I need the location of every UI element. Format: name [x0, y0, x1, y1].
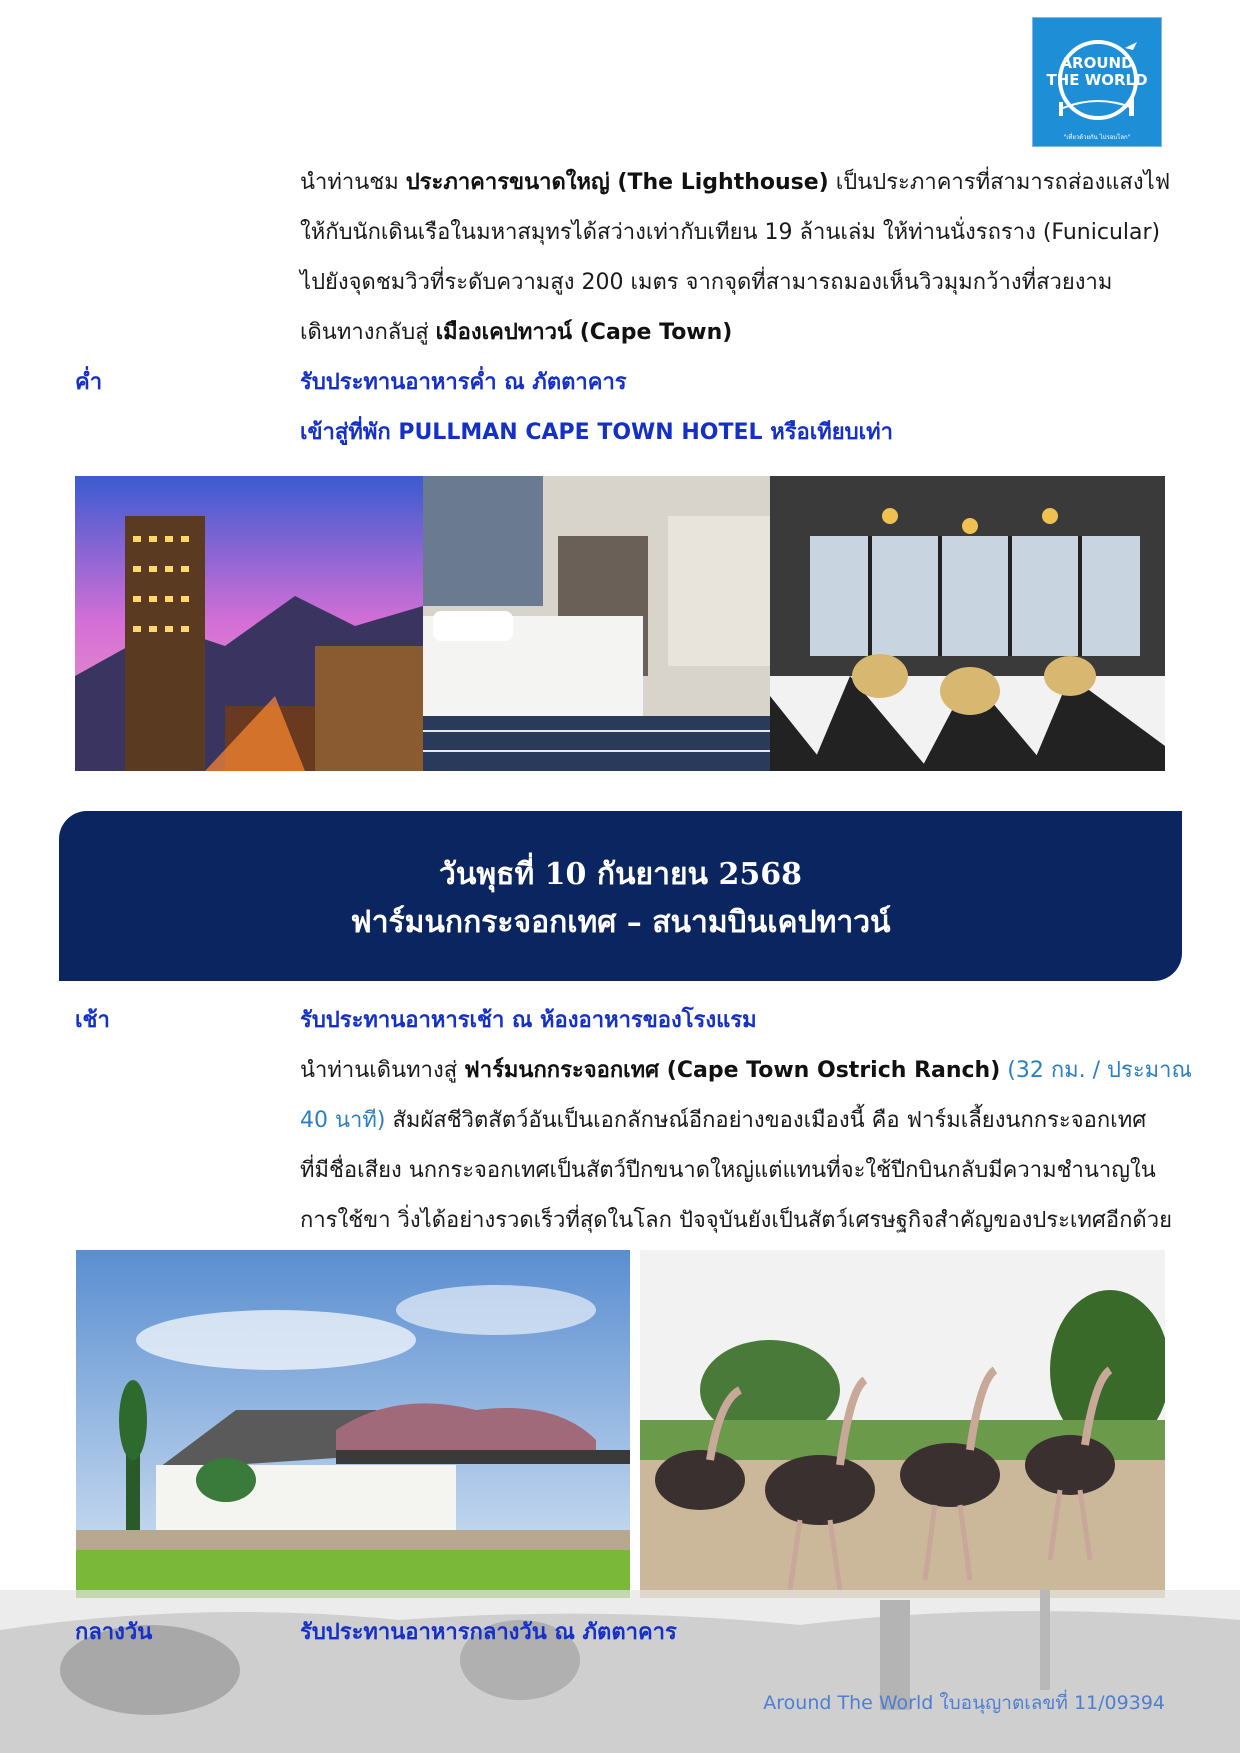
logo-text-world: THE WORLD: [1046, 71, 1148, 89]
return-cape-town-line: เดินทางกลับสู่ เมืองเคปทาวน์ (Cape Town): [300, 320, 733, 345]
lighthouse-line-2: ให้กับนักเดินเรือในมหาสมุทรได้สว่างเท่ากับเทียน 19 ล้านเล่ม ให้ท่านนั่งรถราง (Funicular): [300, 220, 1161, 245]
morning-label: เช้า: [75, 1008, 110, 1033]
logo-slogan: "เที่ยวด้วยกัน ไปรอบโลก": [1063, 134, 1131, 141]
banner-date: วันพุธที่ 10 กันยายน 2568: [439, 857, 802, 892]
breakfast-meal: รับประทานอาหารเช้า ณ ห้องอาหารของโรงแรม: [300, 1008, 757, 1033]
company-logo: [1032, 17, 1162, 147]
lighthouse-line-1: นำท่านชม ประภาคารขนาดใหญ่ (The Lighthouse) เป็นประภาคารที่สามารถส่องแสงไฟ: [300, 170, 1171, 195]
ostrich-ranch-name: ฟาร์มนกกระจอกเทศ (Cape Town Ostrich Ranch): [464, 1058, 1001, 1083]
hotel-restaurant-photo: [770, 476, 1165, 771]
ostrich-line-3: ที่มีชื่อเสียง นกกระจอกเทศเป็นสัตว์ปีกขนาดใหญ่แต่แทนที่จะใช้ปีกบินกลับมีความชำนาญใน: [300, 1158, 1156, 1183]
dinner-meal: รับประทานอาหารค่ำ ณ ภัตตาคาร: [300, 370, 627, 395]
hotel-line: เข้าสู่ที่พัก PULLMAN CAPE TOWN HOTEL หรือเทียบเท่า: [300, 420, 893, 445]
logo-text-around: AROUND: [1060, 54, 1134, 72]
wildlife-silhouette-graphic: [0, 1590, 1240, 1753]
hotel-room-photo: [423, 476, 770, 771]
cape-town-name: เมืองเคปทาวน์: [435, 320, 573, 345]
distance-info: (32 กม. / ประมาณ: [1000, 1058, 1192, 1083]
day-banner: [59, 811, 1182, 981]
ostrich-line-4: การใช้ขา วิ่งได้อย่างรวดเร็วที่สุดในโลก ปัจจุบันยังเป็นสัตว์เศรษฐกิจสำคัญของประเทศอีกด้วย: [300, 1208, 1172, 1233]
lighthouse-name: ประภาคารขนาดใหญ่ (The Lighthouse): [405, 170, 829, 195]
farm-building-photo: [76, 1250, 630, 1598]
lunch-meal: รับประทานอาหารกลางวัน ณ ภัตตาคาร: [300, 1620, 677, 1645]
ostrich-line-1: นำท่านเดินทางสู่ ฟาร์มนกกระจอกเทศ (Cape Town Ostrich Ranch) (32 กม. / ประมาณ: [300, 1058, 1192, 1083]
banner-title: ฟาร์มนกกระจอกเทศ – สนามบินเคปทาวน์: [350, 905, 891, 940]
duration-info: 40 นาที): [300, 1108, 386, 1133]
lighthouse-line-3: ไปยังจุดชมวิวที่ระดับความสูง 200 เมตร จากจุดที่สามารถมองเห็นวิวมุมกว้างที่สวยงาม: [300, 270, 1113, 295]
license-footer: Around The World ใบอนุญาตเลขที่ 11/09394: [763, 1692, 1165, 1714]
ostriches-photo: [640, 1250, 1165, 1598]
lunch-label: กลางวัน: [75, 1620, 153, 1645]
dinner-label: ค่ำ: [75, 370, 103, 395]
hotel-exterior-photo: [75, 476, 423, 771]
ostrich-line-2: 40 นาที) สัมผัสชีวิตสัตว์อันเป็นเอกลักษณ์อีกอย่างของเมืองนี้ คือ ฟาร์มเลี้ยงนกกระจอกเทศ: [300, 1108, 1147, 1133]
